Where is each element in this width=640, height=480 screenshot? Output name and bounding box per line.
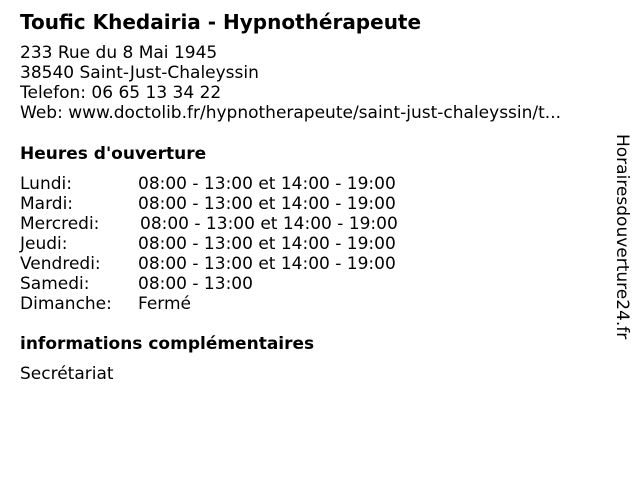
address-city: 38540 Saint-Just-Chaleyssin [20, 63, 259, 83]
website-line[interactable]: Web: www.doctolib.fr/hypnotherapeute/saint-just-chaleyssin/t... [20, 103, 562, 123]
site-brand-text[interactable]: Horairesdouverture24.fr [612, 134, 632, 340]
day-label: Mardi: [20, 194, 74, 214]
day-label: Mercredi: [20, 214, 100, 234]
day-label: Samedi: [20, 274, 90, 294]
day-label: Dimanche: [20, 294, 112, 314]
day-hours: 08:00 - 13:00 [138, 274, 253, 294]
opening-hours-heading: Heures d'ouverture [20, 144, 207, 164]
day-hours: 08:00 - 13:00 et 14:00 - 19:00 [138, 194, 396, 214]
day-label: Lundi: [20, 174, 72, 194]
day-label: Vendredi: [20, 254, 101, 274]
day-label: Jeudi: [20, 234, 68, 254]
additional-info-text: Secrétariat [20, 364, 114, 384]
phone-line[interactable]: Telefon: 06 65 13 34 22 [20, 83, 222, 103]
site-brand-vertical [613, 134, 633, 374]
day-hours: 08:00 - 13:00 et 14:00 - 19:00 [138, 254, 396, 274]
day-hours: 08:00 - 13:00 et 14:00 - 19:00 [138, 234, 396, 254]
address-street: 233 Rue du 8 Mai 1945 [20, 43, 218, 63]
additional-info-heading: informations complémentaires [20, 334, 315, 354]
day-hours: Fermé [138, 294, 192, 314]
day-hours: 08:00 - 13:00 et 14:00 - 19:00 [140, 214, 398, 234]
day-hours: 08:00 - 13:00 et 14:00 - 19:00 [138, 174, 396, 194]
contact-block [20, 43, 561, 123]
business-title: Toufic Khedairia - Hypnothérapeute [20, 10, 422, 34]
